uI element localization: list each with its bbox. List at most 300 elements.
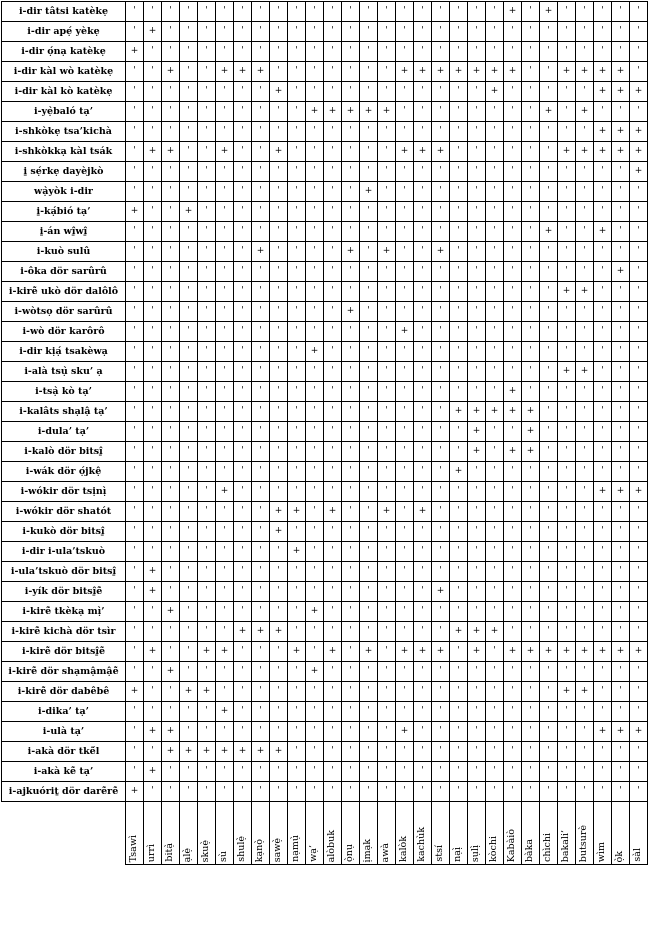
matrix-cell: ' [576, 722, 594, 742]
matrix-cell: ' [324, 142, 342, 162]
matrix-cell: ' [450, 602, 468, 622]
matrix-cell: ' [612, 322, 630, 342]
matrix-cell: ' [504, 302, 522, 322]
column-header-label: chìchi [542, 833, 553, 862]
matrix-cell: ' [504, 722, 522, 742]
matrix-cell: ' [504, 482, 522, 502]
matrix-cell: ' [558, 442, 576, 462]
matrix-cell: ' [540, 162, 558, 182]
matrix-cell: + [270, 522, 288, 542]
matrix-cell: ' [162, 322, 180, 342]
matrix-cell: ' [342, 482, 360, 502]
matrix-cell: ' [252, 162, 270, 182]
matrix-cell: + [144, 22, 162, 42]
matrix-cell: ' [540, 122, 558, 142]
matrix-cell: ' [324, 342, 342, 362]
column-header [180, 802, 198, 865]
matrix-cell: ' [324, 382, 342, 402]
row-label: i̱-án wî̱wî̱ [2, 222, 126, 242]
matrix-cell: ' [432, 442, 450, 462]
matrix-cell: ' [162, 422, 180, 442]
matrix-cell: + [198, 642, 216, 662]
table-row [2, 242, 648, 262]
matrix-cell: ' [288, 422, 306, 442]
matrix-cell: ' [162, 482, 180, 502]
matrix-cell: ' [360, 282, 378, 302]
matrix-cell: ' [594, 562, 612, 582]
matrix-cell: ' [612, 682, 630, 702]
matrix-cell: + [414, 62, 432, 82]
matrix-cell: + [270, 502, 288, 522]
matrix-cell: + [630, 722, 648, 742]
matrix-cell: ' [216, 222, 234, 242]
matrix-cell: ' [378, 702, 396, 722]
matrix-cell: + [144, 722, 162, 742]
matrix-cell: ' [576, 222, 594, 242]
column-header-label: urrì [146, 843, 157, 862]
matrix-cell: ' [630, 442, 648, 462]
matrix-cell: ' [576, 22, 594, 42]
matrix-cell: ' [522, 482, 540, 502]
matrix-cell: ' [612, 282, 630, 302]
matrix-cell: ' [486, 302, 504, 322]
matrix-cell: ' [306, 382, 324, 402]
matrix-cell: + [504, 402, 522, 422]
matrix-cell: + [396, 142, 414, 162]
matrix-cell: ' [468, 462, 486, 482]
matrix-cell: ' [558, 422, 576, 442]
matrix-cell: ' [612, 242, 630, 262]
matrix-cell: + [522, 402, 540, 422]
matrix-cell: ' [414, 662, 432, 682]
matrix-cell: ' [234, 42, 252, 62]
matrix-cell: ' [540, 762, 558, 782]
matrix-cell: ' [396, 702, 414, 722]
matrix-cell: ' [378, 422, 396, 442]
matrix-cell: ' [162, 642, 180, 662]
matrix-cell: ' [396, 482, 414, 502]
matrix-cell: ' [558, 742, 576, 762]
matrix-cell: ' [180, 722, 198, 742]
matrix-cell: ' [468, 742, 486, 762]
matrix-cell: ' [504, 22, 522, 42]
matrix-cell: ' [558, 262, 576, 282]
matrix-cell: ' [630, 2, 648, 22]
matrix-cell: ' [324, 602, 342, 622]
matrix-cell: ' [180, 502, 198, 522]
matrix-cell: ' [396, 162, 414, 182]
matrix-cell: ' [522, 202, 540, 222]
matrix-cell: ' [504, 282, 522, 302]
matrix-cell: ' [360, 482, 378, 502]
matrix-cell: ' [360, 502, 378, 522]
matrix-cell: ' [396, 622, 414, 642]
matrix-cell: + [360, 182, 378, 202]
matrix-cell: ' [360, 162, 378, 182]
matrix-cell: ' [126, 382, 144, 402]
matrix-cell: ' [306, 2, 324, 22]
matrix-cell: ' [486, 422, 504, 442]
matrix-cell: ' [180, 222, 198, 242]
matrix-cell: ' [504, 362, 522, 382]
matrix-cell: ' [414, 122, 432, 142]
matrix-cell: ' [288, 522, 306, 542]
matrix-cell: ' [396, 522, 414, 542]
matrix-cell: ' [216, 302, 234, 322]
matrix-cell: ' [306, 182, 324, 202]
matrix-cell: ' [414, 22, 432, 42]
matrix-cell: ' [378, 582, 396, 602]
matrix-cell: + [594, 142, 612, 162]
matrix-cell: ' [468, 262, 486, 282]
matrix-cell: ' [486, 562, 504, 582]
matrix-cell: ' [162, 442, 180, 462]
matrix-cell: ' [144, 662, 162, 682]
matrix-cell: ' [504, 422, 522, 442]
matrix-cell: + [612, 82, 630, 102]
matrix-cell: ' [378, 542, 396, 562]
column-header [324, 802, 342, 865]
matrix-cell: ' [198, 122, 216, 142]
matrix-cell: + [432, 642, 450, 662]
matrix-cell: ' [252, 462, 270, 482]
matrix-cell: ' [234, 782, 252, 802]
matrix-cell: ' [540, 82, 558, 102]
matrix-cell: ' [414, 482, 432, 502]
matrix-cell: ' [522, 702, 540, 722]
matrix-cell: ' [522, 42, 540, 62]
matrix-cell: ' [630, 762, 648, 782]
matrix-cell: ' [234, 282, 252, 302]
matrix-cell: ' [288, 382, 306, 402]
matrix-cell: ' [378, 122, 396, 142]
matrix-cell: ' [378, 362, 396, 382]
matrix-cell: ' [342, 542, 360, 562]
matrix-cell: ' [270, 302, 288, 322]
matrix-cell: ' [270, 662, 288, 682]
matrix-cell: ' [432, 722, 450, 742]
matrix-cell: ' [252, 82, 270, 102]
table-row [2, 482, 648, 502]
matrix-cell: ' [360, 722, 378, 742]
table-row [2, 342, 648, 362]
matrix-cell: + [198, 742, 216, 762]
matrix-cell: ' [594, 442, 612, 462]
matrix-cell: ' [306, 502, 324, 522]
matrix-cell: ' [522, 2, 540, 22]
table-row [2, 122, 648, 142]
matrix-cell: ' [576, 502, 594, 522]
matrix-cell: ' [522, 742, 540, 762]
matrix-cell: ' [252, 102, 270, 122]
matrix-cell: ' [450, 362, 468, 382]
matrix-cell: ' [216, 402, 234, 422]
matrix-cell: ' [342, 622, 360, 642]
matrix-cell: ' [558, 322, 576, 342]
matrix-cell: ' [180, 702, 198, 722]
matrix-cell: ' [144, 502, 162, 522]
matrix-cell: ' [576, 522, 594, 542]
matrix-cell: + [594, 62, 612, 82]
matrix-cell: ' [612, 462, 630, 482]
matrix-cell: ' [180, 282, 198, 302]
matrix-cell: ' [126, 702, 144, 722]
matrix-cell: ' [360, 602, 378, 622]
matrix-cell: ' [126, 622, 144, 642]
matrix-cell: ' [306, 402, 324, 422]
matrix-cell: ' [180, 262, 198, 282]
matrix-cell: ' [612, 622, 630, 642]
matrix-cell: ' [630, 502, 648, 522]
row-label: i-dir kàl kò katèkẹ [2, 82, 126, 102]
matrix-cell: ' [126, 562, 144, 582]
matrix-cell: ' [324, 762, 342, 782]
matrix-cell: ' [180, 662, 198, 682]
column-header-label: alòbuk [326, 829, 337, 862]
matrix-cell: ' [252, 682, 270, 702]
matrix-cell: ' [432, 782, 450, 802]
table-row [2, 462, 648, 482]
matrix-cell: + [396, 722, 414, 742]
matrix-cell: + [576, 642, 594, 662]
matrix-cell: ' [540, 682, 558, 702]
column-header [288, 802, 306, 865]
matrix-cell: ' [432, 262, 450, 282]
matrix-cell: ' [180, 142, 198, 162]
matrix-cell: ' [612, 22, 630, 42]
matrix-cell: ' [360, 302, 378, 322]
matrix-cell: ' [522, 322, 540, 342]
matrix-cell: + [612, 642, 630, 662]
matrix-cell: ' [126, 322, 144, 342]
matrix-cell: ' [540, 62, 558, 82]
matrix-cell: ' [396, 262, 414, 282]
table-row [2, 22, 648, 42]
matrix-cell: ' [216, 362, 234, 382]
matrix-cell: ' [270, 422, 288, 442]
matrix-cell: ' [612, 362, 630, 382]
matrix-cell: ' [252, 542, 270, 562]
matrix-cell: ' [468, 342, 486, 362]
row-label: i-kirẽ̀ dör shạmậmậẽ̀ [2, 662, 126, 682]
matrix-cell: ' [162, 282, 180, 302]
matrix-cell: ' [180, 422, 198, 442]
matrix-cell: ' [378, 222, 396, 242]
matrix-cell: ' [486, 682, 504, 702]
matrix-cell: ' [234, 762, 252, 782]
matrix-cell: ' [252, 602, 270, 622]
matrix-cell: ' [504, 82, 522, 102]
matrix-cell: ' [324, 422, 342, 442]
matrix-cell: + [180, 682, 198, 702]
matrix-cell: ' [468, 682, 486, 702]
matrix-cell: ' [594, 202, 612, 222]
matrix-cell: + [576, 682, 594, 702]
matrix-cell: ' [522, 502, 540, 522]
matrix-cell: + [594, 122, 612, 142]
matrix-cell: ' [306, 22, 324, 42]
matrix-cell: ' [594, 382, 612, 402]
matrix-cell: ' [378, 442, 396, 462]
matrix-cell: ' [432, 2, 450, 22]
matrix-cell: ' [234, 662, 252, 682]
matrix-cell: ' [576, 782, 594, 802]
matrix-cell: ' [126, 262, 144, 282]
table-row [2, 62, 648, 82]
row-label: i-dula’ tạ’ [2, 422, 126, 442]
matrix-cell: ' [432, 302, 450, 322]
matrix-cell: + [540, 222, 558, 242]
matrix-cell: ' [630, 662, 648, 682]
row-label: i-kirẽ̀ ukò dör dalôlô [2, 282, 126, 302]
row-label: i-yík dör bitsî̱ẽ̀ [2, 582, 126, 602]
matrix-cell: ' [198, 222, 216, 242]
matrix-cell: ' [594, 402, 612, 422]
column-header-label: skuẹ̀ [200, 839, 211, 862]
matrix-cell: + [504, 2, 522, 22]
matrix-cell: ' [486, 542, 504, 562]
matrix-cell: ' [162, 122, 180, 142]
matrix-cell: ' [324, 222, 342, 242]
matrix-cell: ' [198, 702, 216, 722]
matrix-cell: ' [288, 722, 306, 742]
matrix-cell: ' [234, 562, 252, 582]
matrix-cell: + [450, 62, 468, 82]
matrix-cell: ' [432, 522, 450, 542]
matrix-cell: + [468, 62, 486, 82]
matrix-cell: + [216, 702, 234, 722]
matrix-cell: + [270, 82, 288, 102]
matrix-cell: ' [162, 542, 180, 562]
matrix-cell: ' [378, 662, 396, 682]
matrix-cell: ' [162, 582, 180, 602]
matrix-cell: ' [324, 2, 342, 22]
matrix-cell: ' [558, 22, 576, 42]
matrix-cell: ' [486, 182, 504, 202]
matrix-cell: ' [342, 502, 360, 522]
matrix-cell: + [180, 202, 198, 222]
matrix-cell: ' [162, 682, 180, 702]
matrix-cell: ' [522, 282, 540, 302]
matrix-cell: ' [486, 22, 504, 42]
matrix-cell: ' [180, 442, 198, 462]
matrix-cell: ' [342, 742, 360, 762]
matrix-cell: ' [234, 302, 252, 322]
matrix-cell: ' [414, 342, 432, 362]
matrix-cell: ' [234, 82, 252, 102]
matrix-cell: ' [414, 382, 432, 402]
matrix-cell: ' [414, 762, 432, 782]
matrix-cell: ' [126, 522, 144, 542]
matrix-cell: ' [360, 542, 378, 562]
matrix-cell: ' [558, 602, 576, 622]
matrix-cell: + [342, 302, 360, 322]
matrix-cell: ' [576, 162, 594, 182]
matrix-cell: ' [522, 462, 540, 482]
matrix-cell: ' [216, 782, 234, 802]
matrix-cell: ' [504, 142, 522, 162]
matrix-cell: ' [522, 262, 540, 282]
matrix-cell: ' [306, 422, 324, 442]
matrix-cell: ' [270, 462, 288, 482]
matrix-cell: ' [216, 502, 234, 522]
matrix-cell: ' [576, 402, 594, 422]
matrix-cell: ' [594, 342, 612, 362]
matrix-cell: ' [360, 422, 378, 442]
matrix-cell: ' [630, 202, 648, 222]
matrix-cell: ' [522, 762, 540, 782]
matrix-cell: ' [396, 442, 414, 462]
row-label: i-dir tâtsi katèkẹ [2, 2, 126, 22]
matrix-cell: ' [378, 62, 396, 82]
matrix-cell: ' [450, 562, 468, 582]
matrix-cell: ' [450, 82, 468, 102]
matrix-cell: ' [162, 162, 180, 182]
matrix-cell: ' [396, 562, 414, 582]
matrix-cell: ' [270, 222, 288, 242]
matrix-cell: ' [630, 582, 648, 602]
matrix-cell: ' [144, 82, 162, 102]
matrix-cell: ' [126, 442, 144, 462]
matrix-cell: + [360, 642, 378, 662]
column-header [270, 802, 288, 865]
matrix-cell: ' [180, 362, 198, 382]
matrix-cell: ' [144, 742, 162, 762]
matrix-cell: ' [180, 342, 198, 362]
matrix-cell: ' [360, 62, 378, 82]
matrix-cell: ' [558, 202, 576, 222]
matrix-cell: ' [216, 622, 234, 642]
matrix-cell: ' [324, 322, 342, 342]
matrix-cell: ' [324, 662, 342, 682]
matrix-cell: ' [180, 762, 198, 782]
matrix-cell: ' [342, 142, 360, 162]
row-label: i-wòtsọ dör sarûrû [2, 302, 126, 322]
matrix-cell: ' [360, 622, 378, 642]
matrix-cell: ' [396, 662, 414, 682]
matrix-cell: ' [126, 222, 144, 242]
matrix-cell: ' [576, 462, 594, 482]
matrix-cell: + [486, 622, 504, 642]
matrix-cell: ' [126, 402, 144, 422]
matrix-cell: ' [450, 342, 468, 362]
row-label: i-dir kàl wò katèkẹ [2, 62, 126, 82]
matrix-cell: + [414, 642, 432, 662]
row-label: i-kukò dör bitsî̱ [2, 522, 126, 542]
matrix-cell: ' [432, 122, 450, 142]
matrix-cell: ' [486, 322, 504, 342]
matrix-cell: ' [378, 42, 396, 62]
matrix-cell: ' [378, 322, 396, 342]
matrix-cell: ' [414, 422, 432, 442]
column-header [342, 802, 360, 865]
matrix-cell: + [612, 262, 630, 282]
matrix-cell: ' [378, 522, 396, 542]
matrix-cell: ' [414, 602, 432, 622]
matrix-cell: ' [594, 602, 612, 622]
matrix-cell: ' [486, 362, 504, 382]
matrix-cell: ' [522, 662, 540, 682]
matrix-cell: ' [504, 682, 522, 702]
matrix-cell: ' [144, 42, 162, 62]
matrix-cell: ' [576, 82, 594, 102]
matrix-cell: ' [324, 562, 342, 582]
matrix-cell: ' [270, 642, 288, 662]
matrix-cell: ' [522, 302, 540, 322]
matrix-cell: ' [234, 382, 252, 402]
matrix-cell: ' [216, 382, 234, 402]
matrix-cell: + [468, 622, 486, 642]
